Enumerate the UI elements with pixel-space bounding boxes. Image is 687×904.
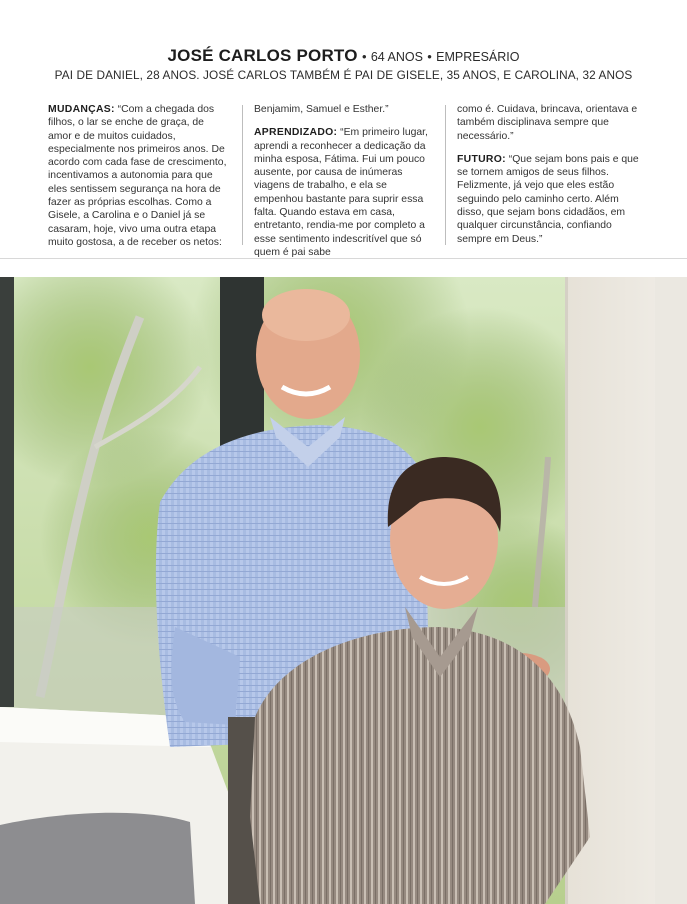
section-text-continued: Benjamim, Samuel e Esther.” [254,104,389,115]
person-name: JOSÉ CARLOS PORTO [167,46,358,65]
article-subtitle: PAI DE DANIEL, 28 ANOS. JOSÉ CARLOS TAMBÉM É PAI DE GISELE, 35 ANOS, E CAROLINA, 32 ANOS [54,68,633,82]
portrait-photo [0,277,687,904]
section-text: “Com a chegada dos filhos, o lar se enche de graça, de amor e de muitos cuidados, especialmente nos primeiros anos. De acordo com cada fase de crescimento, incentivamos a autonomia para que eles sentissem segurança na hora de fazer as próprias escolhas. Como a Gisele, a Carolina e o Daniel já se casaram, hoje, vivo uma outra etapa muito gostosa, a de receber os netos: [48,104,227,248]
column-1 [48,103,230,259]
window-frame [0,277,14,707]
section-futuro [457,153,639,246]
title-line [0,46,687,67]
section-text: “Em primeiro lugar, aprendi a reconhecer a dedicação da minha esposa, Fátima. Fui um pouco ausente, por causa de inúmeras viagens de trabalho, e ela se empenhou bastante para suprir essa falta. Quando estava em casa, entretanto, rendia-me por completo a esse sentimento indescritível que só quem é pai sabe [254,127,428,258]
photo-illustration [0,277,687,904]
article-header [0,46,687,83]
section-label: APRENDIZADO: [254,127,338,139]
section-text-continued: como é. Cuidava, brincava, orientava e também disciplinava sempre que necessário.” [457,104,638,142]
article-columns [48,103,639,258]
column-divider [445,105,446,245]
column-2 [254,103,430,269]
section-mudancas [48,103,230,249]
separator-dot: • [427,49,432,64]
cushion [0,813,195,904]
section-text: “Que sejam bons pais e que se tornem amigos de seus filhos. Felizmente, já vejo que eles estão seguindo pelo caminho certo. Além disso, que sejam bons cidadãos, em qualquer circunstância, confiando sempre em Deus.” [457,153,639,245]
section-label: FUTURO: [457,153,506,165]
section-aprendizado [254,126,430,259]
column-3 [457,103,639,256]
header-rule [0,258,687,259]
column-divider [242,105,243,245]
separator-dot: • [361,49,367,64]
person-age: 64 ANOS [370,50,423,64]
person-occupation: EMPRESÁRIO [436,50,520,64]
section-label: MUDANÇAS: [48,104,115,115]
